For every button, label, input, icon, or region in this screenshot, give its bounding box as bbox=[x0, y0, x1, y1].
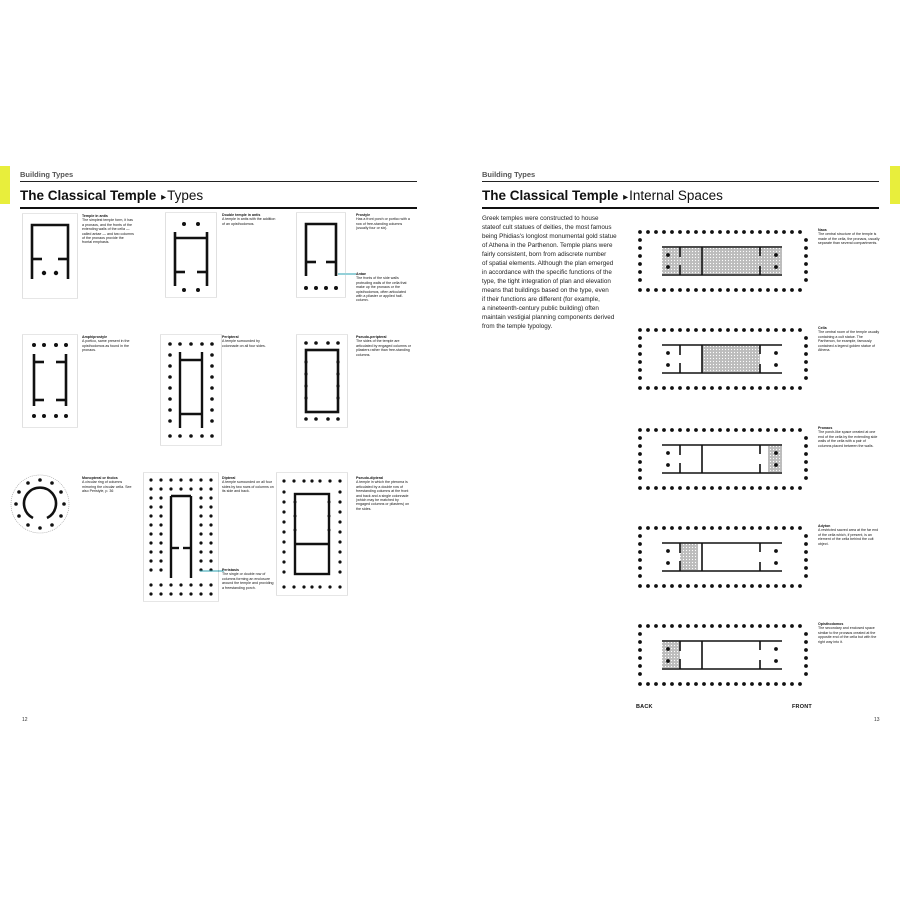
caption-monopteral: Monopteral or tholos A circular ring of columns mirroring the circular cella. See also Peristyle, p. 36 bbox=[82, 476, 132, 494]
plan-naos bbox=[634, 226, 812, 296]
front-label: FRONT bbox=[792, 704, 812, 710]
plan-amphiprostyle bbox=[22, 334, 78, 428]
caption-amphiprostyle: Amphiprostyle A portico, same present in the opisthodomos as found in the pronaos. bbox=[82, 335, 130, 353]
plan-temple-in-antis bbox=[22, 213, 78, 299]
header-rule bbox=[20, 181, 417, 182]
intro-paragraph: Greek temples were constructed to house stateof cult statues of deities, the most famous being Phidias's longlost monumental gold statue of Athena in the Parthenon. Temple plans were fairly consistent, born from adiscrete number of spatial elements. Although the plan emerged in accordance with the specific functions of the type, the tight integration of plan and elevation means that buildings based on the type, even if their functions are different (for example, a nineteenth-century public building) often maintain vestigial planning components derived from the temple typology. bbox=[482, 215, 617, 330]
caption-antae: Antae The fronts of the side walls protruding walls of the cella that make up the pronaos or the opisthodomos, often articulated with a pilaster or applied half-column. bbox=[356, 272, 407, 303]
caption-adyton: Adyton A restricted sacred area at the far end of the cella which, if present, is an element of the cella behind the cult object. bbox=[818, 524, 879, 546]
title-arrow: ▸ bbox=[623, 192, 629, 203]
page-number-right: 13 bbox=[874, 717, 880, 723]
accent-tab-right bbox=[890, 166, 900, 204]
plan-peripteral bbox=[160, 334, 222, 446]
title-sub: Internal Spaces bbox=[629, 188, 723, 203]
title-main: The Classical Temple bbox=[482, 188, 619, 203]
caption-prostyle: Prostyle Has a front porch or portico with a row of free-standing columns (usually four or six). bbox=[356, 213, 410, 231]
back-label: BACK bbox=[636, 704, 653, 710]
page-number-left: 12 bbox=[22, 717, 28, 723]
caption-pronaos: Pronaos The porch-like space created at one end of the cella by the extending side walls of the cella with a pair of columns placed between the walls. bbox=[818, 426, 878, 448]
plan-opisthodomos bbox=[634, 620, 812, 690]
plan-prostyle bbox=[296, 212, 346, 298]
header-rule bbox=[482, 181, 879, 182]
caption-temple-in-antis: Temple in antis The simplest temple form, it has a pronaos, and the fronts of the extending walls of the cella — called antae — and two columns of the pronaos provide the frontal emphasis. bbox=[82, 214, 134, 245]
plan-dipteral bbox=[143, 472, 219, 602]
caption-pseudo-peripteral: Pseudo-peripteral The sides of the temple are articulated by engaged columns or pilasters rather than free-standing columns. bbox=[356, 335, 411, 357]
caption-opisthodomos: Opisthodomos The secondary and enclosed space similar to the pronaos created at the opposite end of the cella but with the right way into it. bbox=[818, 622, 877, 644]
caption-peristasis: Peristasis The single or double row of columns forming an enclosure around the temple and providing a freestanding porch. bbox=[222, 568, 274, 590]
plan-adyton bbox=[634, 522, 812, 592]
page-title bbox=[20, 188, 203, 203]
accent-tab-left bbox=[0, 166, 10, 204]
plan-monopteral bbox=[10, 474, 70, 534]
caption-cella: Cella The central room of the temple usually containing a cult statue. The Parthenon, for example, famously contained a legend golden statue of Athena. bbox=[818, 326, 880, 353]
caption-peripteral: Peripteral A temple surrounded by colonnade on all four sides. bbox=[222, 335, 266, 348]
title-main: The Classical Temple bbox=[20, 188, 157, 203]
caption-dipteral: Dipteral A temple surrounded on all four sides by two rows of columns on its side and back. bbox=[222, 476, 274, 494]
title-rule bbox=[482, 207, 879, 209]
section-label: Building Types bbox=[20, 170, 74, 179]
title-arrow: ▸ bbox=[161, 192, 167, 203]
caption-pseudo-dipteral: Pseudo-dipteral A temple in which the pteroma is articulated by a double row of freestanding columns at the front and back and a single colonnade (which may be matched by engaged columns or pilasters) on the sides. bbox=[356, 476, 410, 511]
title-rule bbox=[20, 207, 417, 209]
title-sub: Types bbox=[167, 188, 204, 203]
antae-leader-line bbox=[338, 272, 356, 276]
plan-pseudo-dipteral bbox=[276, 472, 348, 596]
caption-naos: Naos The central structure of the temple is made of the cella, the pronaos, usually separate than several compartments. bbox=[818, 228, 880, 246]
peristasis-leader-line bbox=[200, 569, 224, 573]
plan-cella bbox=[634, 324, 812, 394]
page-title bbox=[482, 188, 723, 203]
plan-double-temple-in-antis bbox=[165, 212, 217, 298]
pseudo-dipteral-columns bbox=[282, 479, 341, 588]
right-page bbox=[450, 0, 900, 900]
plan-pronaos bbox=[634, 424, 812, 494]
caption-double-temple-in-antis: Double temple in antis A temple in antis with the addition of an opisthodomos. bbox=[222, 213, 276, 226]
section-label: Building Types bbox=[482, 170, 536, 179]
plan-pseudo-peripteral bbox=[296, 334, 348, 428]
